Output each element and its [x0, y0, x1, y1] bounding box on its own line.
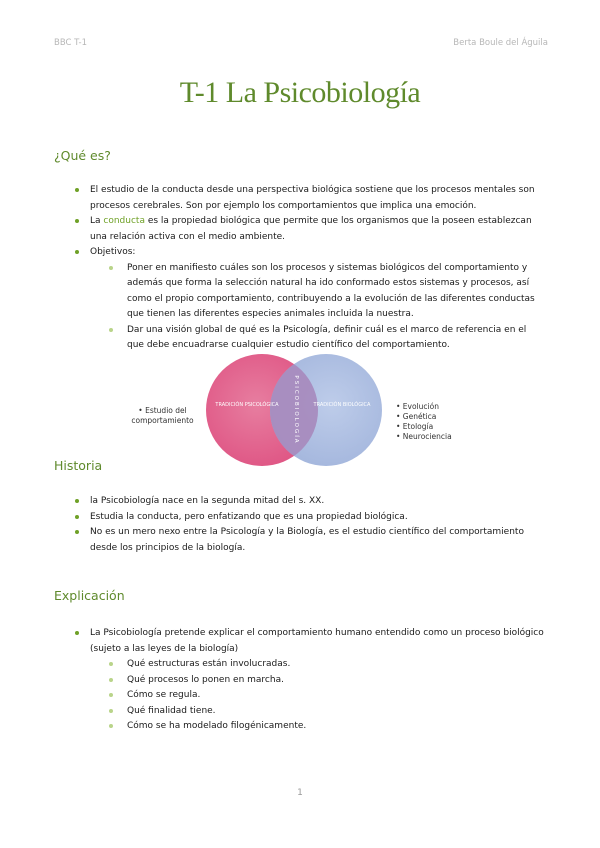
right-label-item: • Etología [396, 422, 434, 431]
section-heading-historia: Historia [54, 458, 103, 473]
sub-list-item: Poner en manifiesto cuáles son los procesos y sistemas biológicos del comportamiento y además que forma la selección natural ha ido conformado estos sistemas y procesos, así como el propio comportamiento, contribuyendo a la evolución de las diferentes conductas que tienen las diferentes especies animales incluida la nuestra. [54, 261, 544, 323]
left-circle-label: TRADICIÓN PSICOLÓGICA [215, 402, 279, 408]
list-item: La Psicobiología pretende explicar el comportamiento humano entendido como un proceso biológico (sujeto a las leyes de la biología) [54, 626, 544, 657]
page-number: 1 [297, 788, 303, 798]
list-item: No es un mero nexo entre la Psicología y la Biología, es el estudio científico del comportamiento desde los principios de la biología. [54, 525, 544, 556]
sub-list-item: Qué estructuras están involucradas. [54, 657, 544, 673]
center-vertical-label: PSICOBIOLOGÍA [293, 375, 299, 445]
sub-list-item: Qué finalidad tiene. [54, 704, 544, 720]
list-item: El estudio de la conducta desde una perspectiva biológica sostiene que los procesos mentales son procesos cerebrales. Son por ejemplo los comportamientos que implica una emoción. [54, 183, 544, 214]
sub-list-item: Qué procesos lo ponen en marcha. [54, 673, 544, 689]
section-heading-que-es: ¿Qué es? [54, 148, 111, 163]
sub-list-item: Cómo se regula. [54, 688, 544, 704]
right-label-list [396, 402, 452, 442]
text: La [90, 216, 104, 226]
list-item: Estudia la conducta, pero enfatizando que es una propiedad biológica. [54, 510, 544, 526]
page-title: T-1 La Psicobiología [179, 76, 421, 109]
text: es la propiedad biológica que permite que los organismos que la poseen establezcan una relación activa con el medio ambiente. [90, 216, 532, 242]
list-item: la Psicobiología nace en la segunda mitad del s. XX. [54, 494, 544, 510]
list-item [54, 214, 544, 245]
left-label: • Estudio del comportamiento [131, 406, 194, 425]
conducta-highlight: conducta [103, 216, 145, 226]
right-label-item: • Evolución [396, 402, 439, 411]
header-left: BBC T-1 [54, 38, 88, 48]
right-label-item: • Neurociencia [396, 432, 452, 441]
historia-list [54, 494, 544, 556]
psicobiologia-venn-diagram [115, 354, 495, 466]
right-circle-label: TRADICIÓN BIOLÓGICA [313, 402, 371, 408]
que-es-list [54, 183, 544, 354]
section-heading-explicacion: Explicación [54, 588, 125, 603]
sub-list-item: Dar una visión global de qué es la Psicología, definir cuál es el marco de referencia en el que debe encuadrarse cualquier estudio científico del comportamiento. [54, 323, 544, 354]
sub-list-item: Cómo se ha modelado filogénicamente. [54, 719, 544, 735]
header-right: Berta Boule del Águila [453, 38, 548, 48]
explicacion-list [54, 626, 544, 735]
list-item: Objetivos: [54, 245, 544, 261]
right-label-item: • Genética [396, 412, 437, 421]
